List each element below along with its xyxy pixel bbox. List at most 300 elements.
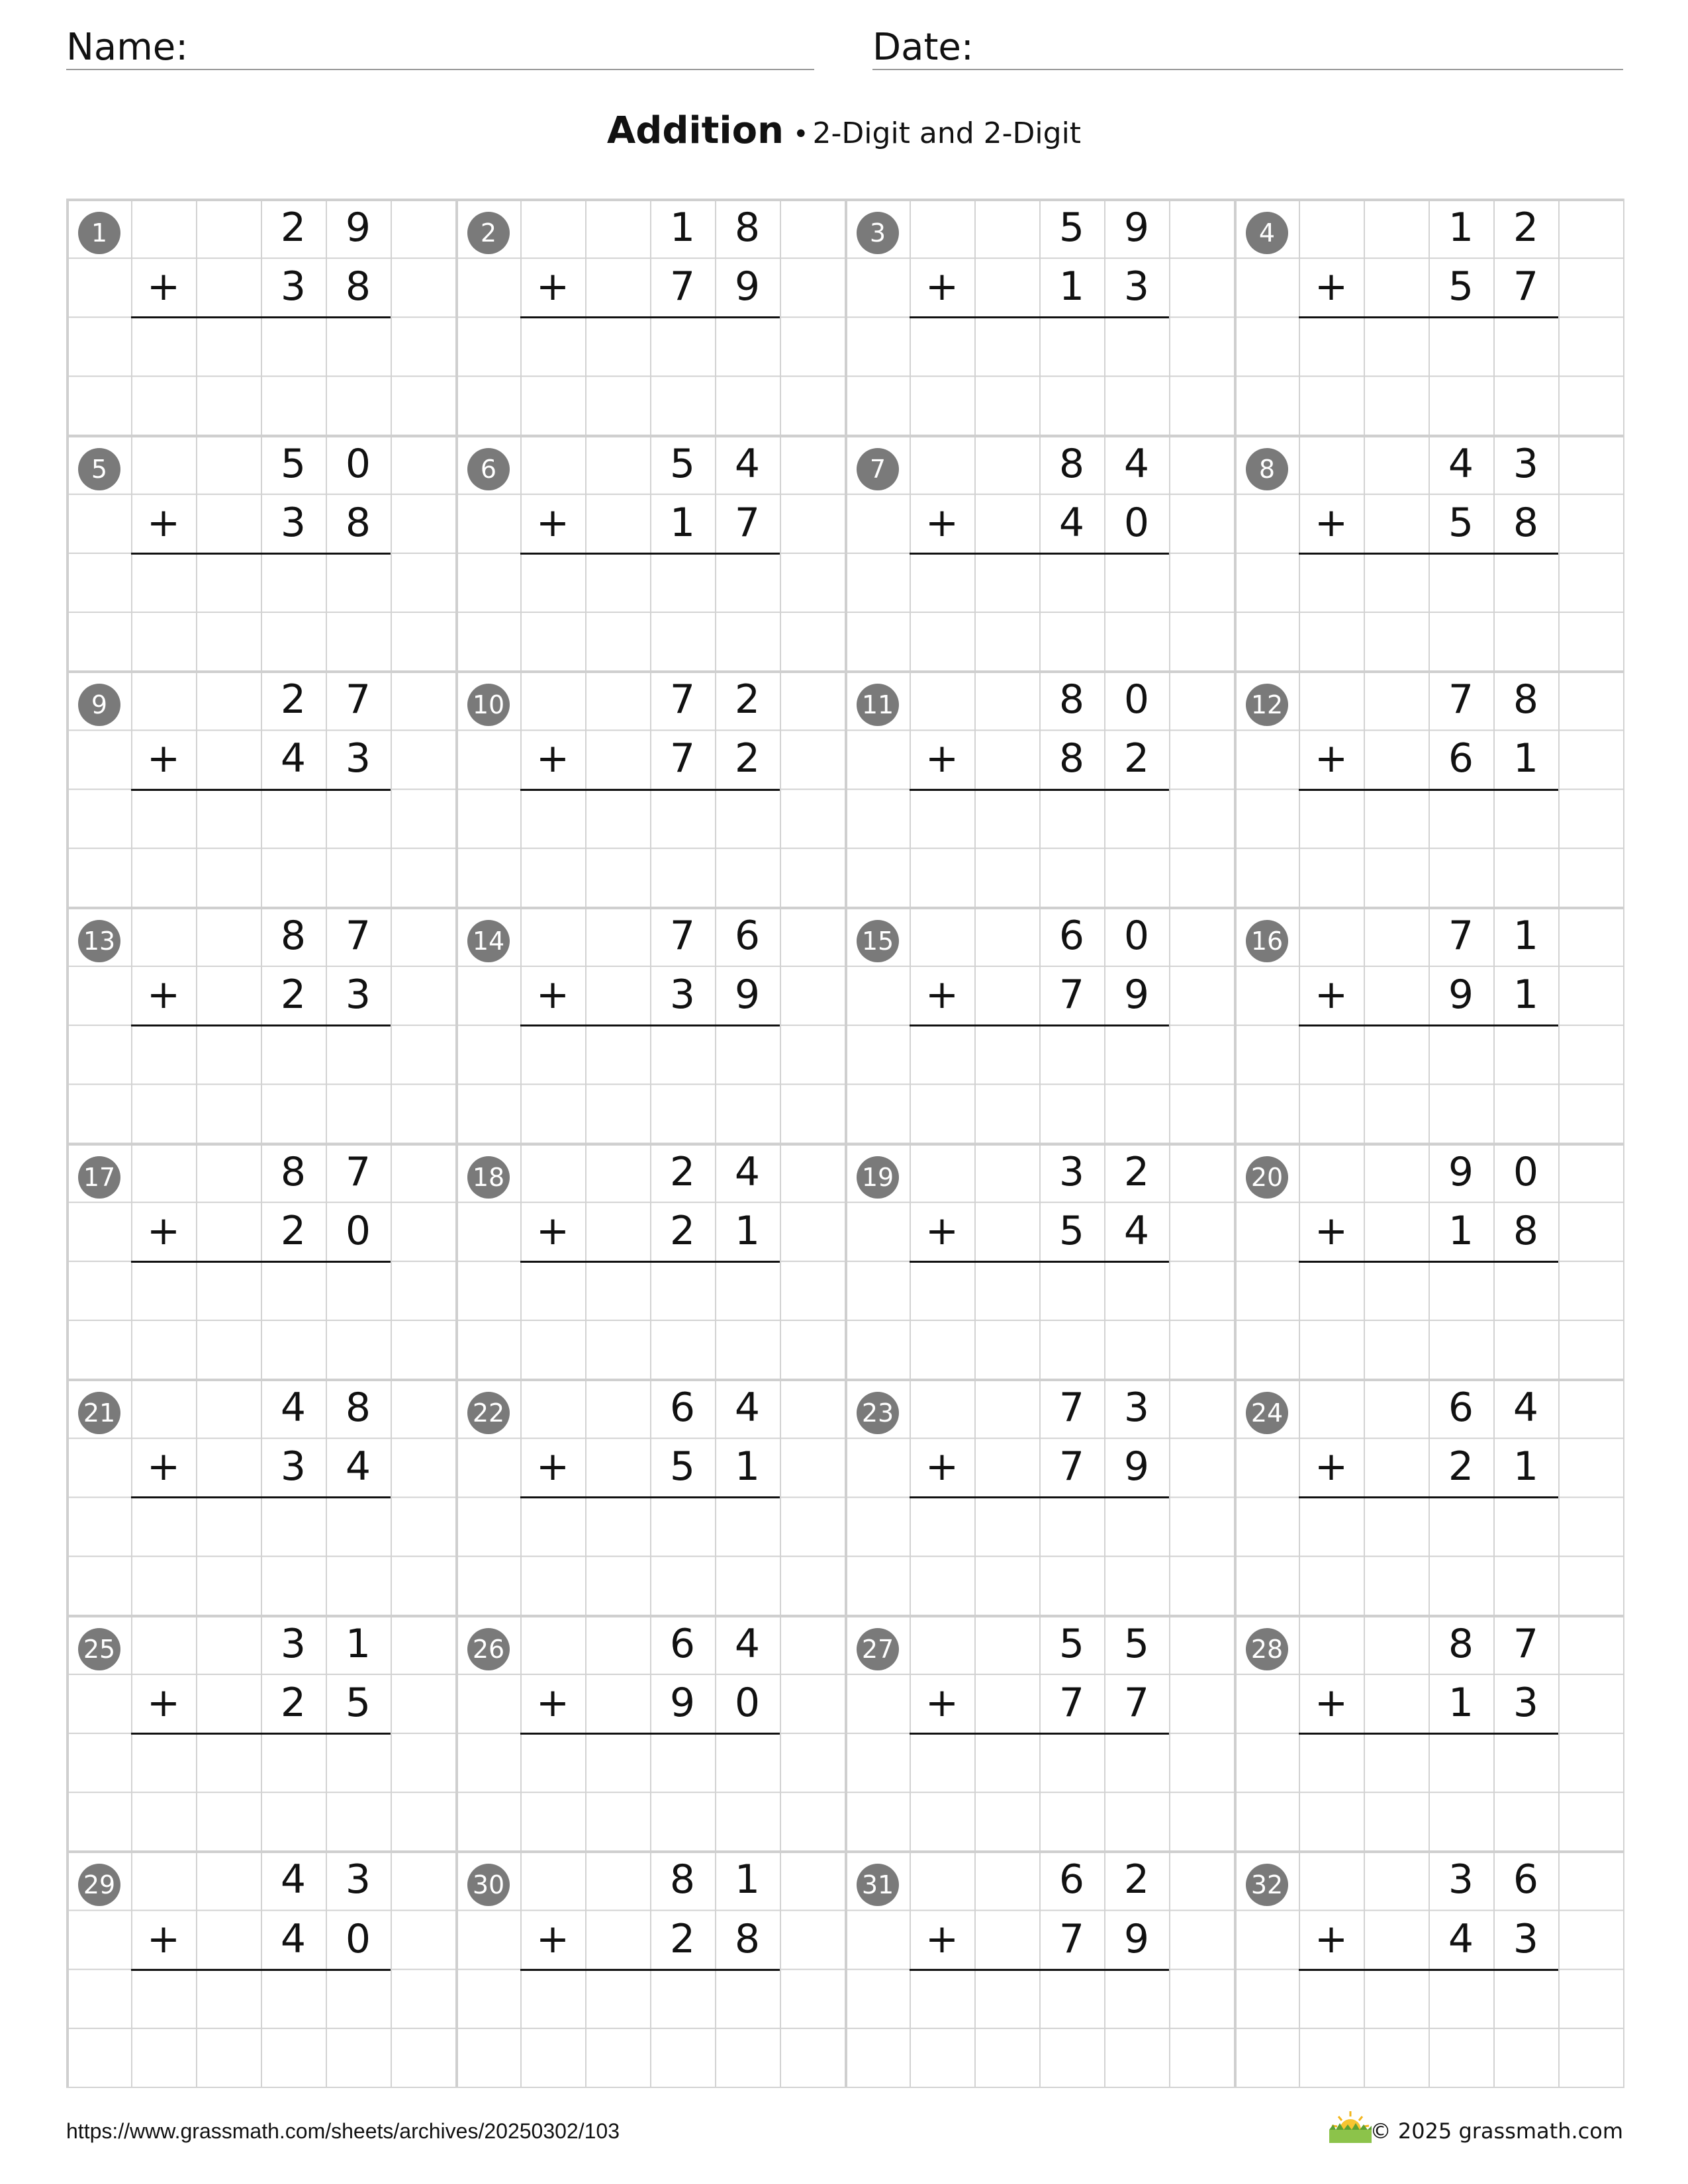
problem-15: [845, 907, 1234, 1143]
answer-area[interactable]: [1299, 1027, 1558, 1140]
top-ones-digit: 3: [345, 1856, 371, 1903]
problem-number-badge: 26: [467, 1628, 510, 1670]
problem-number-badge: 10: [467, 684, 510, 726]
answer-line: [910, 1496, 1169, 1498]
bottom-ones-digit: 8: [734, 1915, 761, 1962]
answer-line: [910, 1969, 1169, 1971]
answer-area[interactable]: [910, 1027, 1169, 1140]
answer-area[interactable]: [131, 1027, 391, 1140]
answer-area[interactable]: [1299, 319, 1558, 432]
top-ones-digit: 4: [734, 1620, 761, 1667]
problem-number-badge: 21: [78, 1392, 120, 1434]
answer-line: [131, 316, 391, 318]
bottom-tens-digit: 6: [1448, 735, 1474, 782]
top-tens-digit: 8: [280, 912, 306, 959]
answer-line: [910, 1261, 1169, 1263]
top-tens-digit: 6: [669, 1620, 696, 1667]
bottom-ones-digit: 9: [734, 263, 761, 310]
top-ones-digit: 0: [1123, 912, 1150, 959]
problem-19: [845, 1143, 1234, 1379]
bottom-tens-digit: 3: [280, 499, 306, 546]
date-field[interactable]: [872, 20, 1623, 70]
plus-operator: +: [536, 1207, 570, 1254]
top-ones-digit: 4: [1513, 1385, 1539, 1432]
bottom-tens-digit: 2: [1448, 1443, 1474, 1490]
problem-number-badge: 20: [1246, 1156, 1288, 1199]
bottom-tens-digit: 4: [1448, 1915, 1474, 1962]
plus-operator: +: [1314, 972, 1348, 1019]
problem-number-badge: 24: [1246, 1392, 1288, 1434]
top-tens-digit: 3: [280, 1620, 306, 1667]
top-tens-digit: 7: [669, 912, 696, 959]
bottom-tens-digit: 7: [669, 263, 696, 310]
answer-area[interactable]: [910, 1499, 1169, 1612]
bottom-tens-digit: 7: [669, 735, 696, 782]
problem-30: [455, 1850, 845, 2087]
problem-number-badge: 7: [857, 448, 899, 490]
plus-operator: +: [1314, 499, 1348, 546]
problem-number-badge: 29: [78, 1864, 120, 1906]
top-tens-digit: 6: [1058, 1856, 1085, 1903]
bottom-ones-digit: 2: [1123, 735, 1150, 782]
top-ones-digit: 8: [734, 205, 761, 251]
problem-27: [845, 1615, 1234, 1851]
top-tens-digit: 6: [669, 1385, 696, 1432]
bottom-ones-digit: 2: [734, 735, 761, 782]
top-tens-digit: 4: [1448, 440, 1474, 487]
bottom-tens-digit: 1: [1448, 1207, 1474, 1254]
bottom-tens-digit: 8: [1058, 735, 1085, 782]
bottom-ones-digit: 8: [1513, 499, 1539, 546]
top-ones-digit: 9: [1123, 205, 1150, 251]
problem-number-badge: 25: [78, 1628, 120, 1670]
problem-23: [845, 1379, 1234, 1615]
plus-operator: +: [146, 1443, 181, 1490]
problem-number-badge: 17: [78, 1156, 120, 1199]
answer-line: [1299, 316, 1558, 318]
problem-18: [455, 1143, 845, 1379]
grass-sun-logo-icon: [1327, 2109, 1374, 2146]
problem-number-badge: 2: [467, 212, 510, 254]
answer-line: [520, 789, 780, 791]
problem-number-badge: 1: [78, 212, 120, 254]
answer-area[interactable]: [520, 319, 780, 432]
top-ones-digit: 3: [1123, 1385, 1150, 1432]
top-ones-digit: 8: [1513, 676, 1539, 723]
bottom-tens-digit: 2: [669, 1207, 696, 1254]
answer-area[interactable]: [910, 1263, 1169, 1376]
answer-area[interactable]: [520, 1735, 780, 1848]
problem-number-badge: 9: [78, 684, 120, 726]
problem-16: [1234, 907, 1623, 1143]
answer-line: [520, 1261, 780, 1263]
problem-number-badge: 13: [78, 920, 120, 962]
problem-number-badge: 6: [467, 448, 510, 490]
problem-number-badge: 11: [857, 684, 899, 726]
bottom-ones-digit: 9: [1123, 1443, 1150, 1490]
top-ones-digit: 2: [1513, 205, 1539, 251]
bottom-tens-digit: 5: [1448, 263, 1474, 310]
problem-number-badge: 23: [857, 1392, 899, 1434]
top-ones-digit: 7: [345, 912, 371, 959]
answer-line: [520, 1969, 780, 1971]
answer-line: [520, 1024, 780, 1026]
bottom-ones-digit: 7: [1123, 1679, 1150, 1726]
problem-1: [66, 199, 455, 435]
answer-line: [910, 553, 1169, 555]
bottom-ones-digit: 7: [1513, 263, 1539, 310]
bottom-tens-digit: 7: [1058, 1443, 1085, 1490]
problem-number-badge: 27: [857, 1628, 899, 1670]
problem-grid: [66, 199, 1624, 2088]
bottom-ones-digit: 9: [1123, 1915, 1150, 1962]
answer-line: [131, 1496, 391, 1498]
problem-number-badge: 3: [857, 212, 899, 254]
bottom-ones-digit: 3: [1123, 263, 1150, 310]
top-tens-digit: 7: [669, 676, 696, 723]
title-subtitle: 2-Digit and 2-Digit: [812, 116, 1082, 150]
answer-line: [910, 1024, 1169, 1026]
bottom-ones-digit: 7: [734, 499, 761, 546]
problem-number-badge: 28: [1246, 1628, 1288, 1670]
top-ones-digit: 0: [345, 440, 371, 487]
problem-25: [66, 1615, 455, 1851]
top-ones-digit: 4: [734, 1385, 761, 1432]
bottom-ones-digit: 8: [345, 499, 371, 546]
top-ones-digit: 5: [1123, 1620, 1150, 1667]
top-tens-digit: 8: [669, 1856, 696, 1903]
top-ones-digit: 0: [1123, 676, 1150, 723]
top-ones-digit: 2: [734, 676, 761, 723]
answer-line: [520, 316, 780, 318]
plus-operator: +: [146, 1679, 181, 1726]
top-tens-digit: 3: [1058, 1148, 1085, 1195]
problem-5: [66, 435, 455, 671]
answer-line: [520, 553, 780, 555]
plus-operator: +: [1314, 735, 1348, 782]
answer-line: [131, 1261, 391, 1263]
bottom-ones-digit: 0: [345, 1915, 371, 1962]
answer-line: [1299, 789, 1558, 791]
answer-area[interactable]: [910, 792, 1169, 904]
top-tens-digit: 4: [280, 1385, 306, 1432]
problem-21: [66, 1379, 455, 1615]
bottom-ones-digit: 0: [1123, 499, 1150, 546]
plus-operator: +: [536, 499, 570, 546]
bottom-ones-digit: 3: [345, 972, 371, 1019]
bottom-ones-digit: 4: [1123, 1207, 1150, 1254]
footer-url: https://www.grassmath.com/sheets/archives/20250302/103: [66, 2119, 620, 2143]
problem-7: [845, 435, 1234, 671]
problem-number-badge: 15: [857, 920, 899, 962]
top-ones-digit: 2: [1123, 1856, 1150, 1903]
bottom-tens-digit: 3: [280, 263, 306, 310]
problem-number-badge: 8: [1246, 448, 1288, 490]
plus-operator: +: [925, 735, 959, 782]
bottom-tens-digit: 4: [280, 1915, 306, 1962]
bottom-ones-digit: 4: [345, 1443, 371, 1490]
top-ones-digit: 4: [1123, 440, 1150, 487]
problem-29: [66, 1850, 455, 2087]
answer-area[interactable]: [520, 1972, 780, 2084]
top-ones-digit: 7: [1513, 1620, 1539, 1667]
problem-number-badge: 4: [1246, 212, 1288, 254]
top-ones-digit: 6: [734, 912, 761, 959]
answer-line: [1299, 553, 1558, 555]
bottom-tens-digit: 3: [280, 1443, 306, 1490]
problem-13: [66, 907, 455, 1143]
top-tens-digit: 1: [669, 205, 696, 251]
answer-line: [131, 789, 391, 791]
top-ones-digit: 1: [1513, 912, 1539, 959]
bottom-tens-digit: 4: [280, 735, 306, 782]
answer-area[interactable]: [520, 1499, 780, 1612]
plus-operator: +: [925, 1679, 959, 1726]
top-tens-digit: 5: [1058, 205, 1085, 251]
problem-4: [1234, 199, 1623, 435]
answer-area[interactable]: [131, 1263, 391, 1376]
problem-number-badge: 31: [857, 1864, 899, 1906]
top-tens-digit: 2: [669, 1148, 696, 1195]
bottom-ones-digit: 9: [1123, 972, 1150, 1019]
top-tens-digit: 7: [1448, 676, 1474, 723]
answer-area[interactable]: [520, 1263, 780, 1376]
top-tens-digit: 2: [280, 205, 306, 251]
problem-number-badge: 14: [467, 920, 510, 962]
problem-9: [66, 670, 455, 907]
answer-area[interactable]: [131, 1735, 391, 1848]
answer-area[interactable]: [131, 1972, 391, 2084]
problem-12: [1234, 670, 1623, 907]
bottom-ones-digit: 1: [1513, 972, 1539, 1019]
plus-operator: +: [1314, 1443, 1348, 1490]
top-tens-digit: 3: [1448, 1856, 1474, 1903]
plus-operator: +: [146, 263, 181, 310]
plus-operator: +: [925, 972, 959, 1019]
plus-operator: +: [1314, 263, 1348, 310]
bottom-tens-digit: 7: [1058, 1679, 1085, 1726]
answer-line: [131, 1024, 391, 1026]
problem-17: [66, 1143, 455, 1379]
plus-operator: +: [536, 1443, 570, 1490]
plus-operator: +: [146, 1207, 181, 1254]
plus-operator: +: [146, 972, 181, 1019]
answer-area[interactable]: [131, 319, 391, 432]
plus-operator: +: [536, 735, 570, 782]
bottom-tens-digit: 1: [669, 499, 696, 546]
bottom-ones-digit: 8: [345, 263, 371, 310]
bottom-ones-digit: 1: [734, 1207, 761, 1254]
plus-operator: +: [1314, 1207, 1348, 1254]
top-tens-digit: 8: [1448, 1620, 1474, 1667]
top-ones-digit: 8: [345, 1385, 371, 1432]
top-ones-digit: 2: [1123, 1148, 1150, 1195]
bottom-ones-digit: 1: [734, 1443, 761, 1490]
bottom-tens-digit: 5: [1058, 1207, 1085, 1254]
bottom-tens-digit: 1: [1058, 263, 1085, 310]
bottom-ones-digit: 8: [1513, 1207, 1539, 1254]
top-ones-digit: 9: [345, 205, 371, 251]
top-tens-digit: 4: [280, 1856, 306, 1903]
answer-line: [131, 1733, 391, 1735]
top-tens-digit: 7: [1448, 912, 1474, 959]
problem-22: [455, 1379, 845, 1615]
bottom-tens-digit: 5: [1448, 499, 1474, 546]
problem-6: [455, 435, 845, 671]
answer-area[interactable]: [1299, 555, 1558, 668]
plus-operator: +: [536, 1679, 570, 1726]
plus-operator: +: [925, 1443, 959, 1490]
plus-operator: +: [925, 1207, 959, 1254]
top-tens-digit: 6: [1448, 1385, 1474, 1432]
plus-operator: +: [1314, 1679, 1348, 1726]
bottom-tens-digit: 2: [669, 1915, 696, 1962]
answer-area[interactable]: [1299, 1972, 1558, 2084]
top-tens-digit: 8: [280, 1148, 306, 1195]
problem-2: [455, 199, 845, 435]
answer-line: [1299, 1261, 1558, 1263]
answer-area[interactable]: [1299, 792, 1558, 904]
title-separator: •: [792, 119, 809, 150]
plus-operator: +: [925, 263, 959, 310]
problem-number-badge: 12: [1246, 684, 1288, 726]
bottom-tens-digit: 3: [669, 972, 696, 1019]
answer-line: [520, 1733, 780, 1735]
answer-line: [910, 789, 1169, 791]
top-ones-digit: 4: [734, 440, 761, 487]
top-tens-digit: 6: [1058, 912, 1085, 959]
problem-11: [845, 670, 1234, 907]
problem-number-badge: 16: [1246, 920, 1288, 962]
problem-24: [1234, 1379, 1623, 1615]
bottom-ones-digit: 9: [734, 972, 761, 1019]
plus-operator: +: [925, 1915, 959, 1962]
answer-area[interactable]: [1299, 1499, 1558, 1612]
bottom-tens-digit: 1: [1448, 1679, 1474, 1726]
plus-operator: +: [925, 499, 959, 546]
worksheet-title: [0, 105, 1688, 166]
problem-number-badge: 18: [467, 1156, 510, 1199]
problem-10: [455, 670, 845, 907]
plus-operator: +: [1314, 1915, 1348, 1962]
answer-area[interactable]: [910, 1972, 1169, 2084]
answer-line: [1299, 1733, 1558, 1735]
bottom-ones-digit: 0: [345, 1207, 371, 1254]
top-ones-digit: 3: [1513, 440, 1539, 487]
bottom-tens-digit: 2: [280, 972, 306, 1019]
problem-14: [455, 907, 845, 1143]
top-ones-digit: 6: [1513, 1856, 1539, 1903]
top-tens-digit: 9: [1448, 1148, 1474, 1195]
answer-line: [1299, 1496, 1558, 1498]
answer-area[interactable]: [131, 792, 391, 904]
bottom-ones-digit: 1: [1513, 735, 1539, 782]
answer-line: [131, 1969, 391, 1971]
top-tens-digit: 8: [1058, 440, 1085, 487]
problem-20: [1234, 1143, 1623, 1379]
bottom-tens-digit: 7: [1058, 972, 1085, 1019]
answer-area[interactable]: [520, 1027, 780, 1140]
problem-8: [1234, 435, 1623, 671]
plus-operator: +: [146, 1915, 181, 1962]
top-tens-digit: 5: [280, 440, 306, 487]
answer-line: [1299, 1024, 1558, 1026]
answer-line: [1299, 1969, 1558, 1971]
answer-area[interactable]: [910, 319, 1169, 432]
answer-area[interactable]: [520, 555, 780, 668]
problem-number-badge: 19: [857, 1156, 899, 1199]
bottom-ones-digit: 3: [1513, 1915, 1539, 1962]
top-ones-digit: 1: [734, 1856, 761, 1903]
top-ones-digit: 1: [345, 1620, 371, 1667]
title-main: Addition: [606, 109, 784, 152]
plus-operator: +: [146, 735, 181, 782]
answer-area[interactable]: [910, 555, 1169, 668]
bottom-tens-digit: 5: [669, 1443, 696, 1490]
bottom-tens-digit: 9: [669, 1679, 696, 1726]
problem-32: [1234, 1850, 1623, 2087]
answer-line: [910, 1733, 1169, 1735]
top-ones-digit: 7: [345, 1148, 371, 1195]
date-label: Date:: [872, 26, 974, 69]
bottom-tens-digit: 7: [1058, 1915, 1085, 1962]
top-tens-digit: 1: [1448, 205, 1474, 251]
bottom-ones-digit: 3: [345, 735, 371, 782]
plus-operator: +: [146, 499, 181, 546]
bottom-ones-digit: 1: [1513, 1443, 1539, 1490]
plus-operator: +: [536, 972, 570, 1019]
answer-area[interactable]: [910, 1735, 1169, 1848]
bottom-tens-digit: 2: [280, 1207, 306, 1254]
answer-line: [131, 553, 391, 555]
top-tens-digit: 5: [1058, 1620, 1085, 1667]
problem-number-badge: 30: [467, 1864, 510, 1906]
answer-area[interactable]: [1299, 1263, 1558, 1376]
bottom-tens-digit: 9: [1448, 972, 1474, 1019]
top-tens-digit: 2: [280, 676, 306, 723]
problem-26: [455, 1615, 845, 1851]
problem-number-badge: 32: [1246, 1864, 1288, 1906]
plus-operator: +: [536, 1915, 570, 1962]
plus-operator: +: [536, 263, 570, 310]
problem-3: [845, 199, 1234, 435]
problem-number-badge: 5: [78, 448, 120, 490]
top-tens-digit: 8: [1058, 676, 1085, 723]
answer-area[interactable]: [520, 792, 780, 904]
answer-area[interactable]: [131, 555, 391, 668]
bottom-ones-digit: 3: [1513, 1679, 1539, 1726]
footer-copyright: © 2025 grassmath.com: [1370, 2118, 1623, 2144]
name-label: Name:: [66, 26, 189, 69]
problem-28: [1234, 1615, 1623, 1851]
bottom-ones-digit: 5: [345, 1679, 371, 1726]
problem-number-badge: 22: [467, 1392, 510, 1434]
top-ones-digit: 4: [734, 1148, 761, 1195]
bottom-ones-digit: 0: [734, 1679, 761, 1726]
answer-line: [910, 316, 1169, 318]
bottom-tens-digit: 4: [1058, 499, 1085, 546]
top-tens-digit: 5: [669, 440, 696, 487]
top-tens-digit: 7: [1058, 1385, 1085, 1432]
name-field[interactable]: [66, 20, 814, 70]
answer-area[interactable]: [131, 1499, 391, 1612]
bottom-tens-digit: 2: [280, 1679, 306, 1726]
problem-31: [845, 1850, 1234, 2087]
answer-area[interactable]: [1299, 1735, 1558, 1848]
top-ones-digit: 0: [1513, 1148, 1539, 1195]
top-ones-digit: 7: [345, 676, 371, 723]
answer-line: [520, 1496, 780, 1498]
